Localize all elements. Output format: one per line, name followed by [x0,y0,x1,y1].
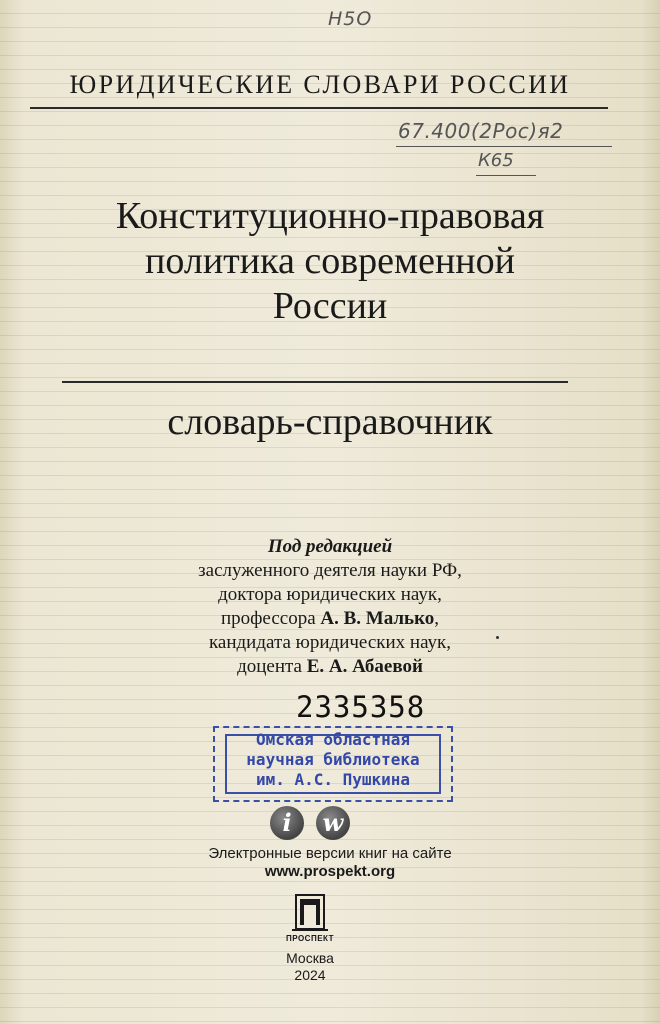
cutter-underline [476,175,536,176]
handwritten-classification: 67.400(2Рос)я2 [398,119,564,143]
stamp-line: Омская областная [255,730,411,749]
handwritten-cutter-number: К65 [478,150,514,171]
title-rule [62,381,568,383]
library-stamp [213,726,453,802]
publisher-url[interactable]: www.prospekt.org [264,863,396,880]
handwritten-mark: Н5О [328,8,373,30]
inventory-number: 2335358 [296,690,426,724]
title-line: России [272,285,388,327]
series-title: ЮРИДИЧЕСКИЕ СЛОВАРИ РОССИИ [69,70,571,99]
imprint-city: Москва [286,950,334,966]
editor-line: доктора юридических наук, [218,584,442,605]
editor-name: Е. А. Абаевой [306,656,423,677]
series-rule [30,107,608,109]
title-line: Конституционно-правовая [115,195,545,237]
editor-title: доцента [237,656,307,677]
electronic-text: Электронные версии книг на сайте [208,845,452,862]
classification-underline [396,146,612,147]
publisher-name: ПРОСПЕКТ [285,934,335,943]
editor-line [60,655,600,679]
info-logo-icon: i [270,806,304,840]
imprint [260,950,360,984]
web-logo-icon: w [316,806,350,840]
stamp-line: научная библиотека [246,750,420,769]
editor-line: заслуженного деятеля науки РФ, [198,560,462,581]
editors-block [60,535,600,679]
title-line: политика современной [145,240,515,282]
editor-punct: , [434,608,440,629]
editor-line [60,607,600,631]
editors-lead: Под редакцией [267,536,393,557]
editor-line: кандидата юридических наук, [208,632,452,653]
stamp-text [215,730,451,790]
book-subtitle: словарь-справочник [167,401,493,443]
editor-name: А. В. Малько [320,608,435,629]
imprint-year: 2024 [294,967,326,983]
book-title [40,194,620,329]
electronic-versions-note [100,845,560,881]
editor-title: профессора [220,608,321,629]
stamp-line: им. А.С. Пушкина [255,770,411,789]
ink-dot [496,636,499,639]
